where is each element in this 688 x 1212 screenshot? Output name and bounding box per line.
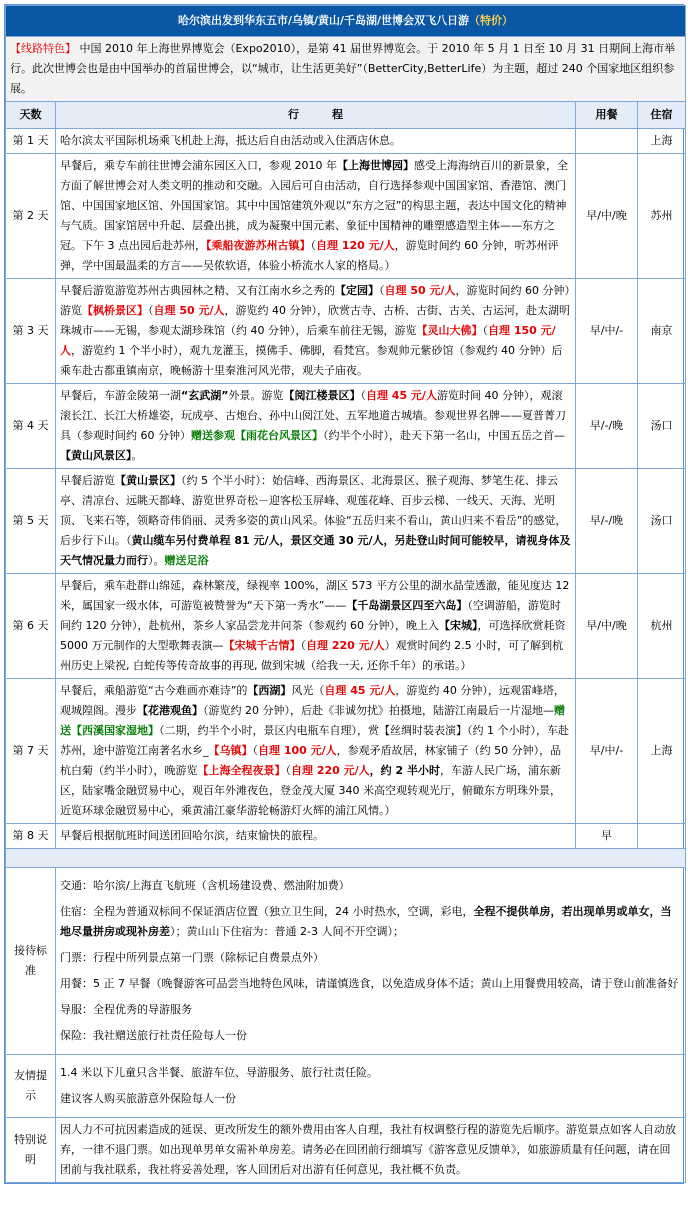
day-number: 第 5 天 bbox=[6, 469, 56, 574]
paid-item-highlight: 自理 120 元/人 bbox=[316, 239, 395, 252]
day-hotel: 汤口 bbox=[638, 469, 686, 574]
standard-item bbox=[60, 876, 681, 896]
notes-content: 因人力不可抗因素造成的延误、更改所发生的额外费用由客人自理，我社有权调整行程的游览先后顺序。游览景点如客人自动放弃，一律不退门票。如出现单男单女需补单房差。请务必在回团前行细填写《游客意见反馈单》，如旅游质量有任问题，请在回团前与我社联系，我社将妥善处理，客人回团后对出游有任何意见，我社概不负责。 bbox=[56, 1118, 686, 1183]
paid-item-highlight: 自理 50 元/人 bbox=[153, 304, 225, 317]
standards-row bbox=[6, 868, 686, 1055]
itinerary-text: ）观赏时间约 2.5 小时，可了解到杭州历史上梁祝, 白蛇传等传奇故事的再现, 做到宋城（给我一天, 还你千年）的承诺。） bbox=[60, 639, 564, 672]
route-feature bbox=[6, 37, 686, 102]
day-row bbox=[6, 824, 686, 849]
day-number: 第 4 天 bbox=[6, 384, 56, 469]
standard-item bbox=[60, 1026, 681, 1046]
day-number: 第 2 天 bbox=[6, 154, 56, 279]
header-itinerary: 行 程 bbox=[56, 102, 576, 129]
day-meal: 早/中/- bbox=[576, 679, 638, 824]
itinerary-table bbox=[5, 5, 686, 1183]
day-hotel: 南京 bbox=[638, 279, 686, 384]
itinerary-text: 住宿：全程为普通双标间不保证酒店位置（独立卫生间，24 小时热水，空调，彩电， bbox=[60, 905, 474, 918]
itinerary-text: ，游览约 1 个半小时），观九龙灌玉，摸佛手、佛脚，看梵宫。参观帅元紫砂馆（参观约 40 分钟）后乘车赴古都重镇南京，晚畅游十里秦淮河风光带，观夫子庙夜。 bbox=[60, 344, 563, 377]
attraction-highlight: 黄山缆车另付费单程 81 元/人，景区交通 30 元/人，另赴登山时间可能较早，请视身体及天气情况量力而行 bbox=[60, 534, 571, 567]
paid-item-highlight: 自理 100 元/人 bbox=[258, 744, 337, 757]
day-row bbox=[6, 574, 686, 679]
itinerary-text: 风光（ bbox=[291, 684, 325, 697]
attraction-highlight: 【宋城】 bbox=[438, 619, 478, 632]
itinerary-text: （ bbox=[482, 324, 488, 337]
itinerary-text: ）；黄山山下住宿为：普通 2-3 人间不开空调）； bbox=[170, 925, 404, 938]
paid-item-highlight: 【上海全程夜景】 bbox=[197, 764, 286, 777]
day-meal: 早/-/晚 bbox=[576, 469, 638, 574]
day-meal: 早/-/晚 bbox=[576, 384, 638, 469]
itinerary-sheet bbox=[4, 4, 684, 1184]
day-rows bbox=[6, 129, 686, 849]
header-hotel: 住宿 bbox=[638, 102, 686, 129]
tips-label-text: 友情提示 bbox=[14, 1069, 47, 1102]
day-itinerary bbox=[56, 129, 576, 154]
standard-item bbox=[60, 948, 681, 968]
itinerary-text: （ bbox=[252, 744, 258, 757]
paid-item-highlight: 自理 220 元/人 bbox=[291, 764, 370, 777]
day-itinerary bbox=[56, 679, 576, 824]
day-hotel: 汤口 bbox=[638, 384, 686, 469]
itinerary-text: （游览约 20 分钟），后赴《非诚勿扰》拍摄地，陆游江南最后一片湿地— bbox=[203, 704, 554, 717]
day-itinerary bbox=[56, 824, 576, 849]
tips-content bbox=[56, 1055, 686, 1118]
itinerary-text: （ bbox=[300, 639, 306, 652]
itinerary-text: 早餐后游览游览苏州古典园林之精、又有江南水乡之秀的 bbox=[60, 284, 335, 297]
itinerary-text: 外景。游览 bbox=[228, 389, 284, 402]
itinerary-text: 交通：哈尔滨/上海直飞航班（含机场建设费、燃油附加费） bbox=[60, 879, 350, 892]
itinerary-text: （约半个小时），赴天下第一名山，中国五岳之首— bbox=[323, 429, 565, 442]
itinerary-text: 导服：全程优秀的导游服务 bbox=[60, 1003, 192, 1016]
attraction-highlight: 全程不提供单房，若出现单男或单女，当地尽量拼房或现补房差 bbox=[60, 905, 672, 938]
day-hotel: 上海 bbox=[638, 679, 686, 824]
standards-label-text: 接待标准 bbox=[14, 944, 47, 977]
attraction-highlight: 【千岛湖景区四至六岛】 bbox=[346, 599, 468, 612]
tip-item: 1.4 米以下儿童只含半餐、旅游车位、导游服务、旅行社责任险。 bbox=[60, 1066, 378, 1079]
attraction-highlight: 【定园】 bbox=[335, 284, 379, 297]
title-main: 哈尔滨出发到华东五市/乌镇/黄山/千岛湖/世博会双飞八日游 bbox=[177, 14, 470, 27]
itinerary-text: ，可选择欣赏耗资 5000 万元制作的大型歌舞表演— bbox=[60, 619, 566, 652]
tips-label bbox=[6, 1055, 56, 1118]
day-row bbox=[6, 129, 686, 154]
itinerary-text: 早餐后游览 bbox=[60, 474, 115, 487]
day-hotel: 杭州 bbox=[638, 574, 686, 679]
tips-row bbox=[6, 1055, 686, 1118]
itinerary-text: 早餐后，乘车赴群山绵延，森林繁茂，绿视率 100%，湖区 573 平方公里的湖水晶莹透澈，能见度达 12 米，属国家一级水体，可游览被赞誉为“天下第一秀水”—— bbox=[60, 579, 570, 612]
itinerary-text: ，游览时间约 60 分钟）游览 bbox=[60, 284, 570, 317]
attraction-highlight: 【上海世博园】 bbox=[337, 159, 414, 172]
itinerary-text: 用餐：5 正 7 早餐（晚餐游客可品尝当地特色风味，请谨慎选食，以免造成身体不适；黄山上用餐费用较高，请于登山前准备好 bbox=[60, 977, 679, 990]
paid-item-highlight: 自理 220 元/人 bbox=[306, 639, 385, 652]
gift-item-highlight: 赠送足浴 bbox=[164, 554, 209, 567]
day-meal: 早/中/- bbox=[576, 279, 638, 384]
tip-item: 建议客人购买旅游意外保险每人一份 bbox=[60, 1092, 236, 1105]
itinerary-text: ，游览约 40 分钟），欣赏古寺、古桥、古街、古关、古运河，赴太湖明珠城市——无锡，参观太湖珍珠馆（约 40 分钟），后乘车前往无锡，游览 bbox=[60, 304, 570, 337]
notes-label-text: 特别说明 bbox=[14, 1133, 47, 1166]
itinerary-text: 保险：我社赠送旅行社责任险每人一份 bbox=[60, 1029, 247, 1042]
paid-item-highlight: 【乘船夜游苏州古镇】 bbox=[206, 239, 311, 252]
paid-item-highlight: 【宋城千古情】 bbox=[223, 639, 301, 652]
attraction-highlight: ，约 2 半小时 bbox=[369, 764, 440, 777]
gift-item-highlight: 赠送参观【雨花台风景区】 bbox=[191, 429, 323, 442]
itinerary-text: 早餐后，车游金陵第一湖 bbox=[60, 389, 181, 402]
itinerary-text: ，游览时间约 60 分钟，听苏州评弹，学中国最温柔的方言——吴侬软语，体验小桥流水人家的格局。） bbox=[60, 239, 559, 272]
gift-item-highlight: 赠送【西溪国家湿地】 bbox=[60, 704, 565, 737]
paid-item-highlight: 【乌镇】 bbox=[208, 744, 253, 757]
day-meal: 早 bbox=[576, 824, 638, 849]
day-itinerary bbox=[56, 469, 576, 574]
itinerary-text: 门票：行程中所列景点第一门票（除标记自费景点外） bbox=[60, 951, 324, 964]
paid-item-highlight: 自理 50 元/人 bbox=[384, 284, 456, 297]
itinerary-text: （ bbox=[310, 239, 316, 252]
itinerary-text: ）。 bbox=[148, 554, 165, 567]
itinerary-text: ，车游人民广场，浦东新区，陆家嘴金融贸易中心，观百年外滩夜色，登金茂大厦 340 米高空观转观光厅，俯瞰东方明珠外景，近览环球金融贸易中心，乘黄浦江豪华游轮畅游灯火辉的浦江风情。） bbox=[60, 764, 561, 817]
itinerary-text: （ bbox=[360, 389, 366, 402]
page-title bbox=[6, 6, 686, 37]
day-row bbox=[6, 154, 686, 279]
itinerary-text: 感受上海海纳百川的新景象，全方面了解世博会对人类文明的推动和交融。入园后可自由活动，自行选择参观中国国家馆、香港馆、澳门馆、中国国家地区馆、外国国家馆。其中中国馆建筑外观以“东方之冠”的构思主题，表达中国文化的精神与气质。国家馆居中升起、层叠出挑，成为凝聚中国元素、象征中国精神的雕塑感造型主体——东方之冠。下午 3 点出园后赴苏州， bbox=[60, 159, 568, 252]
day-hotel: 苏州 bbox=[638, 154, 686, 279]
header-meal: 用餐 bbox=[576, 102, 638, 129]
itinerary-text: ，参观矛盾故居，林家铺子（约 50 分钟），品杭白菊（约半小时），晚游览 bbox=[60, 744, 562, 777]
title-tag: （特价） bbox=[469, 14, 514, 27]
table-header-row bbox=[6, 102, 686, 129]
day-itinerary bbox=[56, 154, 576, 279]
feature-label: 【线路特色】 bbox=[10, 42, 76, 55]
standard-item bbox=[60, 1000, 681, 1020]
attraction-highlight: 【花港观鱼】 bbox=[137, 704, 203, 717]
paid-item-highlight: 【枫桥景区】 bbox=[82, 304, 148, 317]
paid-item-highlight: 自理 45 元/人 bbox=[365, 389, 437, 402]
paid-item-highlight: 【灵山大佛】 bbox=[416, 324, 483, 337]
day-number: 第 7 天 bbox=[6, 679, 56, 824]
section-divider bbox=[6, 849, 686, 868]
day-row bbox=[6, 384, 686, 469]
day-hotel bbox=[638, 824, 686, 849]
standards-content bbox=[56, 868, 686, 1055]
itinerary-text: （ bbox=[148, 304, 154, 317]
standard-item bbox=[60, 902, 681, 942]
day-number: 第 6 天 bbox=[6, 574, 56, 679]
attraction-highlight: 【黄山风景区】 bbox=[60, 449, 132, 462]
paid-item-highlight: 自理 150 元/人 bbox=[60, 324, 556, 357]
itinerary-text: （空调游船，游览时间约 120 分钟），赴杭州，茶乡人家品尝龙井问茶（参观约 60 分钟），晚上入 bbox=[60, 599, 561, 632]
standard-item bbox=[60, 974, 681, 994]
day-row bbox=[6, 279, 686, 384]
itinerary-text: 哈尔滨太平国际机场乘飞机赴上海，抵达后自由活动或入住酒店休息。 bbox=[60, 134, 401, 147]
day-itinerary bbox=[56, 574, 576, 679]
attraction-highlight: “玄武湖” bbox=[181, 389, 229, 402]
attraction-highlight: 【黄山景区】 bbox=[115, 474, 181, 487]
day-row bbox=[6, 679, 686, 824]
itinerary-text: （ bbox=[285, 764, 291, 777]
day-meal bbox=[576, 129, 638, 154]
standards-label bbox=[6, 868, 56, 1055]
day-hotel: 上海 bbox=[638, 129, 686, 154]
day-number: 第 8 天 bbox=[6, 824, 56, 849]
attraction-highlight: 【西湖】 bbox=[247, 684, 292, 697]
itinerary-text: （ bbox=[379, 284, 385, 297]
day-number: 第 1 天 bbox=[6, 129, 56, 154]
day-itinerary bbox=[56, 279, 576, 384]
itinerary-text: （约 5 个半小时）：始信峰、西海景区、北海景区、猴子观海、梦笔生花、排云亭、清凉台、远眺天都峰、游览世界奇松－迎客松玉屏峰、观莲花峰、百步云梯、一线天、天海、光明顶、飞来石等，领略奇伟俏丽、灵秀多姿的黄山风采。体验“五岳归来不看山，黄山归来不看岳”的感觉，后步行下山。（ bbox=[60, 474, 567, 547]
itinerary-text: 早餐后根据航班时间送团回哈尔滨，结束愉快的旅程。 bbox=[60, 829, 324, 842]
day-itinerary bbox=[56, 384, 576, 469]
itinerary-text: 。 bbox=[131, 449, 143, 462]
notes-label bbox=[6, 1118, 56, 1183]
day-meal: 早/中/晚 bbox=[576, 574, 638, 679]
feature-text: 中国 2010 年上海世界博览会（Expo2010），是第 41 届世界博览会。于 2010 年 5 月 1 日至 10 月 31 日期间上海市举行。此次世博会也是由中国举办的首届世博会，以“城市，让生活更美好”（BetterCity,BetterLife）为主题，超过 240 个国家地区组织参展。 bbox=[10, 42, 676, 95]
day-row bbox=[6, 469, 686, 574]
itinerary-text: 早餐后，乘专车前往世博会浦东园区入口，参观 2010 年 bbox=[60, 159, 337, 172]
itinerary-text: 游览时间 40 分钟），观滚滚长江、长江大桥雄姿，玩成亭、古炮台、孙中山阅江处、五军地道古城墙。参观世界名牌——夏普菁刀具（参观时间约 60 分钟） bbox=[60, 389, 566, 442]
day-meal: 早/中/晚 bbox=[576, 154, 638, 279]
itinerary-text: 早餐后，乘船游览“古今难画亦难诗”的 bbox=[60, 684, 248, 697]
itinerary-text: （二期，约半个小时，景区内电瓶车自理），赏【丝绸时装表演】（约 1 个小时），车赴苏州，途中游览江南著名水乡_ bbox=[60, 724, 569, 757]
day-number: 第 3 天 bbox=[6, 279, 56, 384]
paid-item-highlight: 自理 45 元/人 bbox=[324, 684, 396, 697]
attraction-highlight: 【阅江楼景区】 bbox=[283, 389, 361, 402]
header-day: 天数 bbox=[6, 102, 56, 129]
notes-row bbox=[6, 1118, 686, 1183]
itinerary-text: ，游览约 40 分钟），远观雷峰塔，观城隍阁。漫步 bbox=[60, 684, 565, 717]
